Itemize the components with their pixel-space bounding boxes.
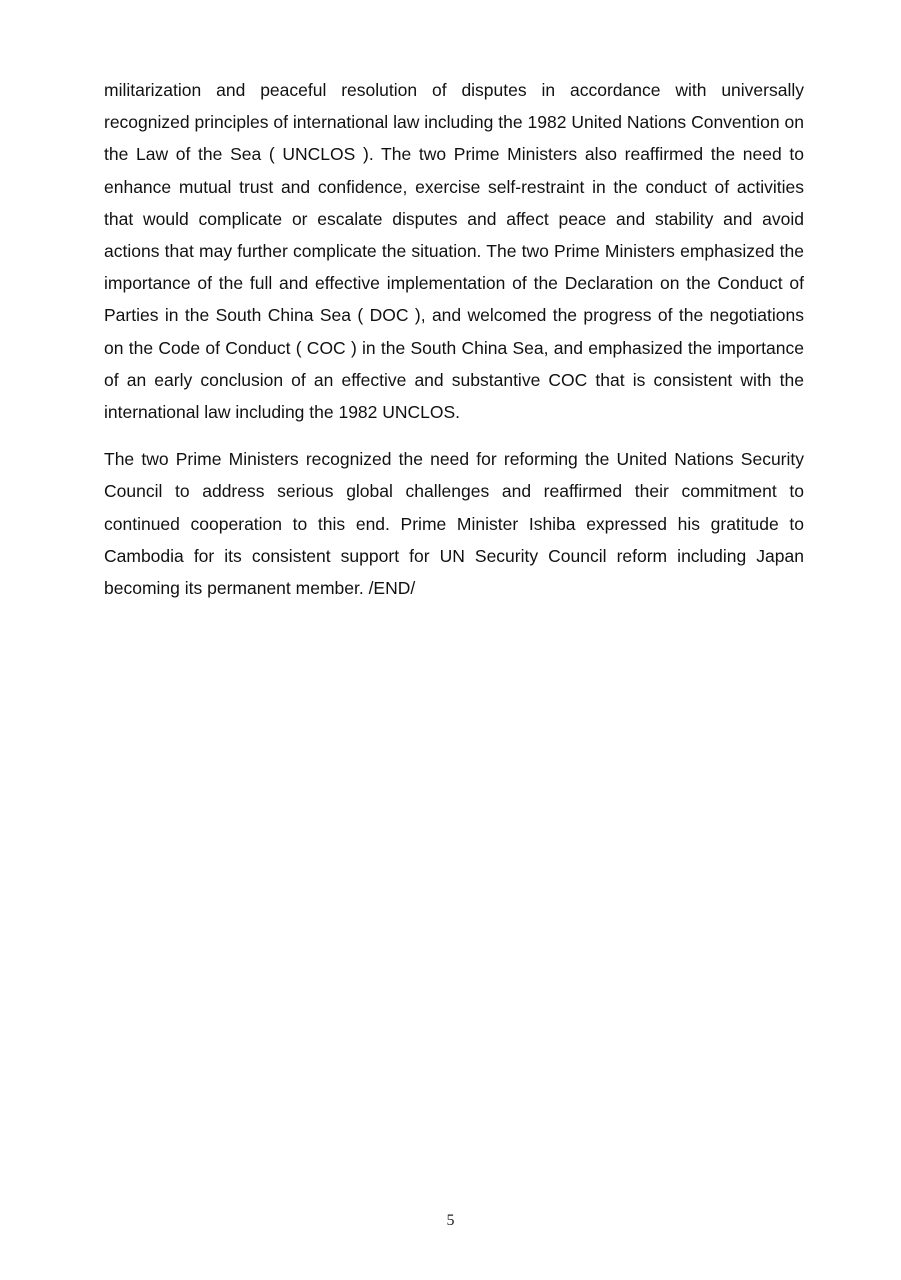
paragraph-security-council-reform: The two Prime Ministers recognized the need for reforming the United Nations Security Council to address serious global challenges and reaffirmed their commitment to continued cooperation to this end. Prime Minister Ishiba expressed his gratitude to Cambodia for its consistent support for UN Security Council reform including Japan becoming its permanent member. /END/ [104,449,804,599]
page-number: 5 [446,1212,455,1229]
paragraph-south-china-sea: militarization and peaceful resolution of disputes in accordance with universally recognized principles of international law including the 1982 United Nations Convention on the Law of the Sea ( UNCLOS ). The two Prime Ministers also reaffirmed the need to enhance mutual trust and confidence, exercise self-restraint in the conduct of activities that would complicate or escalate disputes and affect peace and stability and avoid actions that may further complicate the situation. The two Prime Ministers emphasized the importance of the full and effective implementation of the Declaration on the Conduct of Parties in the South China Sea ( DOC ), and welcomed the progress of the negotiations on the Code of Conduct ( COC ) in the South China Sea, and emphasized the importance of an early conclusion of an effective and substantive COC that is consistent with the international law including the 1982 UNCLOS. [104,80,804,423]
document-body [104,74,804,619]
